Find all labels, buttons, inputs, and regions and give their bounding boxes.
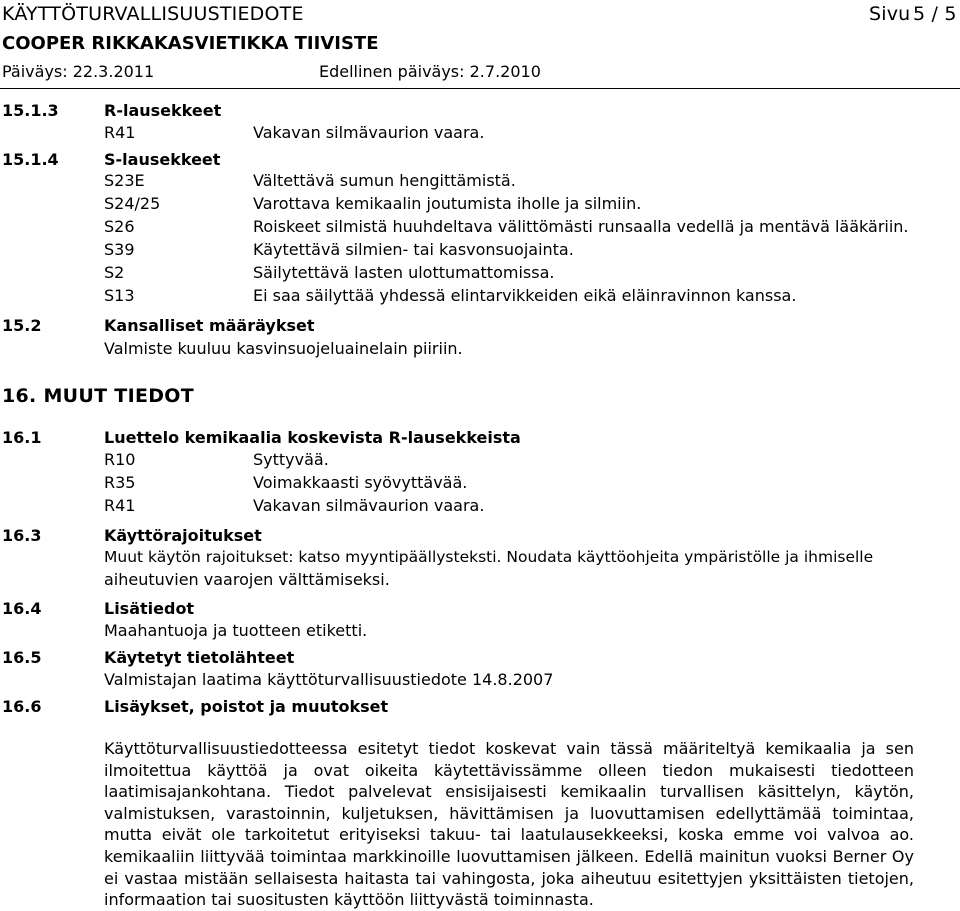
section-number-15-1-3: 15.1.3: [2, 101, 59, 120]
document-title: KÄYTTÖTURVALLISUUSTIEDOTE: [2, 3, 304, 25]
section-title-additional-info: Lisätiedot: [104, 599, 195, 618]
r-phrase-text: Syttyvää.: [253, 450, 329, 469]
section-title-changes: Lisäykset, poistot ja muutokset: [104, 697, 389, 716]
section-text: Valmiste kuuluu kasvinsuojeluainelain piiriin.: [104, 339, 463, 358]
section-text: Maahantuoja ja tuotteen etiketti.: [104, 621, 368, 640]
page-number: 5 / 5: [913, 3, 957, 25]
section-number-16-3: 16.3: [2, 526, 42, 545]
r-phrase-code: R41: [104, 496, 136, 515]
section-title-national-regulations: Kansalliset määräykset: [104, 316, 315, 335]
previous-date: Edellinen päiväys: 2.7.2010: [319, 62, 541, 81]
section-text: Muut käytön rajoitukset: katso myyntipäällysteksti. Noudata käyttöohjeita ympäristölle ja ihmiselle: [104, 548, 874, 566]
r-phrase-text: Vakavan silmävaurion vaara.: [253, 123, 485, 142]
s-phrase-code: S2: [104, 263, 125, 282]
r-phrase-code: R10: [104, 450, 136, 469]
section-title-s-phrases: S-lausekkeet: [104, 150, 221, 169]
r-phrase-code: R35: [104, 473, 136, 492]
section-text: aiheutuvien vaarojen välttämiseksi.: [104, 570, 390, 589]
s-phrase-text: Ei saa säilyttää yhdessä elintarvikkeiden eikä eläinravinnon kanssa.: [253, 286, 797, 305]
s-phrase-code: S13: [104, 286, 135, 305]
r-phrase-text: Voimakkaasti syövyttävää.: [253, 473, 468, 492]
section-text: Valmistajan laatima käyttöturvallisuustiedote 14.8.2007: [104, 670, 554, 689]
s-phrase-text: Vältettävä sumun hengittämistä.: [253, 171, 516, 190]
disclaimer-paragraph: Käyttöturvallisuustiedotteessa esitetyt tiedot koskevat vain tässä määriteltyä kemikaalia ja sen ilmoitettua käyttöä ja ovat oikeita käytettävissämme olleen tiedon mukaisesti tiedotteen laatimisajankohtana. Tiedot palvelevat ensisijaisesti kemikaalin turvallisen käsittelyn, käytön, valmistuksen, varastoinnin, kuljetuksen, hävittämisen ja luovuttamisen edellyttämää toimintaa, mutta eivät ole tarkoitetut erityiseksi takuu- tai laatulausekkeeksi, koska emme voi valvoa ao. kemikaaliin liittyvää toimintaa markkinoille luovuttamisen jälkeen. Edellä mainitun vuoksi Berner Oy ei vastaa mistään sellaisesta haitasta tai vahingosta, joka aiheutuu esitettyjen yksittäisten tietojen, informaation tai suositusten käyttöön liittyvästä toiminnasta.: [104, 739, 914, 910]
s-phrase-code: S23E: [104, 171, 145, 190]
section-title-restrictions: Käyttörajoitukset: [104, 526, 262, 545]
header-divider: [0, 88, 960, 89]
section-number-16-5: 16.5: [2, 648, 42, 667]
s-phrase-text: Käytettävä silmien- tai kasvonsuojainta.: [253, 240, 574, 259]
s-phrase-text: Säilytettävä lasten ulottumattomissa.: [253, 263, 555, 282]
s-phrase-code: S26: [104, 217, 135, 236]
section-heading-other-info: 16. MUUT TIEDOT: [2, 385, 195, 407]
section-title-sources: Käytetyt tietolähteet: [104, 648, 295, 667]
section-number-15-2: 15.2: [2, 316, 42, 335]
section-number-16-1: 16.1: [2, 428, 42, 447]
s-phrase-code: S39: [104, 240, 135, 259]
section-number-16-4: 16.4: [2, 599, 42, 618]
r-phrase-text: Vakavan silmävaurion vaara.: [253, 496, 485, 515]
section-number-15-1-4: 15.1.4: [2, 150, 59, 169]
section-number-16-6: 16.6: [2, 697, 42, 716]
document-date: Päiväys: 22.3.2011: [2, 62, 155, 81]
s-phrase-text: Varottava kemikaalin joutumista iholle ja silmiin.: [253, 194, 642, 213]
r-phrase-code: R41: [104, 123, 136, 142]
section-title-r-phrase-list: Luettelo kemikaalia koskevista R-lausekkeista: [104, 428, 521, 447]
page-label: Sivu: [869, 3, 911, 25]
section-title-r-phrases: R-lausekkeet: [104, 101, 222, 120]
product-name: COOPER RIKKAKASVIETIKKA TIIVISTE: [2, 33, 379, 54]
s-phrase-code: S24/25: [104, 194, 161, 213]
s-phrase-text: Roiskeet silmistä huuhdeltava välittömästi runsaalla vedellä ja mentävä lääkäriin.: [253, 217, 909, 236]
